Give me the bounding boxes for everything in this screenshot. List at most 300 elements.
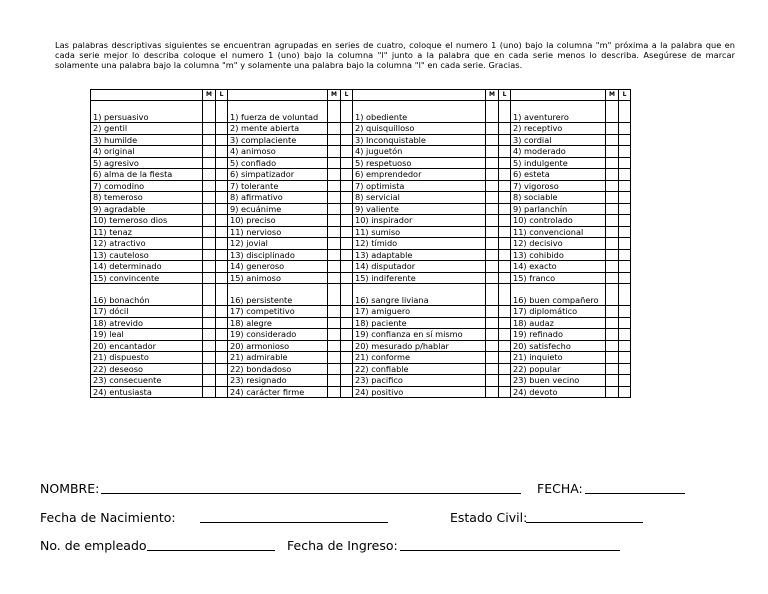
mark-m-cell[interactable]: [606, 146, 619, 158]
mark-l-cell[interactable]: [341, 192, 353, 204]
mark-m-cell[interactable]: [486, 157, 499, 169]
mark-l-cell[interactable]: [341, 352, 353, 364]
mark-m-cell[interactable]: [328, 249, 341, 261]
mark-l-cell[interactable]: [341, 272, 353, 284]
mark-m-cell[interactable]: [328, 192, 341, 204]
adjective-cell: 2) gentil: [91, 123, 203, 135]
mark-l-cell[interactable]: [619, 157, 631, 169]
header-m-3: M: [486, 90, 499, 101]
mark-m-cell[interactable]: [328, 226, 341, 238]
table-row: [91, 284, 631, 306]
adjective-cell: 14) exacto: [511, 261, 606, 273]
mark-l-cell[interactable]: [341, 101, 353, 123]
mark-m-cell[interactable]: [606, 101, 619, 123]
mark-m-cell[interactable]: [486, 192, 499, 204]
table-row: [91, 226, 631, 238]
mark-l-cell[interactable]: [216, 146, 228, 158]
mark-m-cell[interactable]: [328, 134, 341, 146]
mark-l-cell[interactable]: [216, 261, 228, 273]
mark-m-cell[interactable]: [606, 363, 619, 375]
mark-l-cell[interactable]: [341, 169, 353, 181]
adjective-cell: 15) convincente: [91, 272, 203, 284]
mark-l-cell[interactable]: [499, 272, 511, 284]
adjective-cell: 8) temeroso: [91, 192, 203, 204]
mark-m-cell[interactable]: [606, 340, 619, 352]
mark-l-cell[interactable]: [341, 226, 353, 238]
adjective-cell: 23) consecuente: [91, 375, 203, 387]
mark-m-cell[interactable]: [203, 169, 216, 181]
mark-m-cell[interactable]: [203, 192, 216, 204]
mark-l-cell[interactable]: [499, 284, 511, 306]
mark-l-cell[interactable]: [499, 238, 511, 250]
adjective-cell: 19) refinado: [511, 329, 606, 341]
fecha-field[interactable]: [585, 481, 685, 494]
mark-m-cell[interactable]: [203, 272, 216, 284]
adjective-cell: 23) pacifico: [353, 375, 486, 387]
mark-m-cell[interactable]: [203, 386, 216, 398]
header-l-4: L: [619, 90, 631, 101]
fecha-ingreso-label: Fecha de Ingreso:: [287, 538, 398, 553]
mark-m-cell[interactable]: [486, 146, 499, 158]
mark-l-cell[interactable]: [499, 203, 511, 215]
mark-m-cell[interactable]: [606, 375, 619, 387]
mark-l-cell[interactable]: [341, 203, 353, 215]
mark-m-cell[interactable]: [328, 180, 341, 192]
adjective-cell: 17) dócil: [91, 306, 203, 318]
mark-l-cell[interactable]: [216, 134, 228, 146]
mark-m-cell[interactable]: [328, 261, 341, 273]
mark-l-cell[interactable]: [619, 284, 631, 306]
mark-m-cell[interactable]: [486, 375, 499, 387]
table-row: [91, 329, 631, 341]
mark-l-cell[interactable]: [619, 101, 631, 123]
adjective-cell: 17) competitivo: [228, 306, 328, 318]
adjective-cell: 16) sangre liviana: [353, 284, 486, 306]
adjective-cell: 3) complaciente: [228, 134, 328, 146]
header-word-4: [511, 90, 606, 101]
mark-l-cell[interactable]: [216, 157, 228, 169]
adjective-cell: 24) devoto: [511, 386, 606, 398]
adjective-cell: 9) parlanchín: [511, 203, 606, 215]
mark-l-cell[interactable]: [216, 317, 228, 329]
mark-m-cell[interactable]: [328, 375, 341, 387]
mark-l-cell[interactable]: [499, 352, 511, 364]
adjective-cell: 6) simpatizador: [228, 169, 328, 181]
mark-l-cell[interactable]: [341, 317, 353, 329]
adjective-cell: 12) atractivo: [91, 238, 203, 250]
mark-l-cell[interactable]: [499, 215, 511, 227]
mark-m-cell[interactable]: [328, 123, 341, 135]
mark-l-cell[interactable]: [216, 375, 228, 387]
mark-l-cell[interactable]: [216, 363, 228, 375]
mark-l-cell[interactable]: [619, 386, 631, 398]
mark-l-cell[interactable]: [341, 340, 353, 352]
mark-m-cell[interactable]: [486, 249, 499, 261]
adjective-cell: 3) humilde: [91, 134, 203, 146]
table-row: [91, 238, 631, 250]
mark-l-cell[interactable]: [216, 180, 228, 192]
mark-m-cell[interactable]: [486, 215, 499, 227]
mark-m-cell[interactable]: [328, 352, 341, 364]
adjective-table: [90, 89, 631, 398]
mark-m-cell[interactable]: [486, 329, 499, 341]
mark-l-cell[interactable]: [499, 134, 511, 146]
adjective-cell: 17) amiguero: [353, 306, 486, 318]
mark-l-cell[interactable]: [619, 180, 631, 192]
mark-m-cell[interactable]: [486, 306, 499, 318]
mark-l-cell[interactable]: [499, 249, 511, 261]
mark-l-cell[interactable]: [216, 249, 228, 261]
mark-m-cell[interactable]: [328, 272, 341, 284]
mark-l-cell[interactable]: [216, 386, 228, 398]
adjective-cell: 1) aventurero: [511, 101, 606, 123]
mark-l-cell[interactable]: [499, 123, 511, 135]
mark-l-cell[interactable]: [341, 146, 353, 158]
mark-m-cell[interactable]: [606, 123, 619, 135]
mark-l-cell[interactable]: [499, 146, 511, 158]
mark-m-cell[interactable]: [486, 317, 499, 329]
mark-l-cell[interactable]: [619, 169, 631, 181]
adjective-cell: 23) buen vecino: [511, 375, 606, 387]
mark-m-cell[interactable]: [606, 226, 619, 238]
mark-l-cell[interactable]: [341, 215, 353, 227]
adjective-cell: 16) buen compañero: [511, 284, 606, 306]
header-word-2: [228, 90, 328, 101]
table-row: [91, 375, 631, 387]
table-row: [91, 386, 631, 398]
table-row: [91, 215, 631, 227]
mark-m-cell[interactable]: [203, 352, 216, 364]
mark-l-cell[interactable]: [619, 272, 631, 284]
table-row: [91, 363, 631, 375]
mark-m-cell[interactable]: [328, 306, 341, 318]
instructions-text: Las palabras descriptivas siguientes se encuentran agrupadas en series de cuatro, coloque el numero 1 (uno) bajo la columna "m" próxima a la palabra que en cada serie mejor lo describa coloque el numero 1 (uno) bajo la columna "l" junto a la palabra que en cada serie menos lo describa. Asegúrese de marcar solamente una palabra bajo la columna "m" y solamente una palabra bajo la columna "l" en cada serie. Gracias.: [55, 40, 735, 70]
mark-m-cell[interactable]: [203, 329, 216, 341]
mark-l-cell[interactable]: [216, 192, 228, 204]
table-row: [91, 306, 631, 318]
mark-m-cell[interactable]: [328, 215, 341, 227]
adjective-cell: 4) moderado: [511, 146, 606, 158]
mark-m-cell[interactable]: [486, 134, 499, 146]
mark-l-cell[interactable]: [499, 329, 511, 341]
adjective-cell: 17) diplomático: [511, 306, 606, 318]
mark-l-cell[interactable]: [216, 340, 228, 352]
fecha-ingreso-field[interactable]: [400, 538, 620, 551]
adjective-cell: 4) animoso: [228, 146, 328, 158]
mark-l-cell[interactable]: [499, 180, 511, 192]
mark-m-cell[interactable]: [203, 134, 216, 146]
mark-l-cell[interactable]: [499, 157, 511, 169]
mark-m-cell[interactable]: [328, 363, 341, 375]
adjective-cell: 22) deseoso: [91, 363, 203, 375]
mark-m-cell[interactable]: [328, 317, 341, 329]
adjective-cell: 21) inquieto: [511, 352, 606, 364]
adjective-cell: 21) conforme: [353, 352, 486, 364]
adjective-cell: 15) indiferente: [353, 272, 486, 284]
adjective-cell: 8) afirmativo: [228, 192, 328, 204]
mark-l-cell[interactable]: [499, 317, 511, 329]
mark-m-cell[interactable]: [606, 284, 619, 306]
mark-m-cell[interactable]: [486, 352, 499, 364]
mark-l-cell[interactable]: [499, 386, 511, 398]
mark-m-cell[interactable]: [486, 261, 499, 273]
mark-l-cell[interactable]: [619, 192, 631, 204]
estado-civil-label: Estado Civil:: [450, 510, 528, 525]
mark-l-cell[interactable]: [619, 134, 631, 146]
header-l-1: L: [216, 90, 228, 101]
table-row: [91, 203, 631, 215]
adjective-cell: 16) persistente: [228, 284, 328, 306]
mark-m-cell[interactable]: [486, 238, 499, 250]
mark-m-cell[interactable]: [203, 375, 216, 387]
fecha-nacimiento-field[interactable]: [200, 510, 388, 523]
adjective-cell: 3) cordial: [511, 134, 606, 146]
mark-l-cell[interactable]: [499, 192, 511, 204]
mark-m-cell[interactable]: [606, 180, 619, 192]
mark-m-cell[interactable]: [328, 386, 341, 398]
mark-m-cell[interactable]: [203, 340, 216, 352]
adjective-cell: 13) adaptable: [353, 249, 486, 261]
mark-m-cell[interactable]: [203, 306, 216, 318]
adjective-cell: 22) confiable: [353, 363, 486, 375]
table-row: [91, 180, 631, 192]
mark-m-cell[interactable]: [203, 226, 216, 238]
mark-l-cell[interactable]: [341, 134, 353, 146]
mark-l-cell[interactable]: [619, 146, 631, 158]
mark-l-cell[interactable]: [341, 249, 353, 261]
mark-m-cell[interactable]: [606, 306, 619, 318]
header-word-1: [91, 90, 203, 101]
adjective-cell: 5) agresivo: [91, 157, 203, 169]
adjective-cell: 12) jovial: [228, 238, 328, 250]
mark-m-cell[interactable]: [203, 146, 216, 158]
mark-l-cell[interactable]: [619, 375, 631, 387]
mark-l-cell[interactable]: [499, 375, 511, 387]
mark-m-cell[interactable]: [328, 203, 341, 215]
adjective-cell: 24) entusiasta: [91, 386, 203, 398]
mark-m-cell[interactable]: [328, 169, 341, 181]
mark-m-cell[interactable]: [203, 215, 216, 227]
adjective-cell: 12) tímido: [353, 238, 486, 250]
mark-m-cell[interactable]: [606, 134, 619, 146]
mark-m-cell[interactable]: [328, 157, 341, 169]
mark-l-cell[interactable]: [216, 169, 228, 181]
mark-l-cell[interactable]: [341, 123, 353, 135]
mark-m-cell[interactable]: [486, 340, 499, 352]
mark-m-cell[interactable]: [606, 317, 619, 329]
adjective-cell: 2) receptivo: [511, 123, 606, 135]
mark-m-cell[interactable]: [606, 249, 619, 261]
mark-l-cell[interactable]: [499, 363, 511, 375]
mark-m-cell[interactable]: [486, 101, 499, 123]
mark-l-cell[interactable]: [216, 101, 228, 123]
table-row: [91, 134, 631, 146]
adjective-cell: 5) indulgente: [511, 157, 606, 169]
mark-m-cell[interactable]: [606, 352, 619, 364]
header-m-1: M: [203, 90, 216, 101]
mark-m-cell[interactable]: [203, 284, 216, 306]
mark-m-cell[interactable]: [606, 192, 619, 204]
mark-m-cell[interactable]: [203, 157, 216, 169]
adjective-cell: 24) carácter firme: [228, 386, 328, 398]
mark-l-cell[interactable]: [619, 261, 631, 273]
mark-m-cell[interactable]: [203, 203, 216, 215]
mark-m-cell[interactable]: [486, 226, 499, 238]
adjective-cell: 4) juguetón: [353, 146, 486, 158]
table-row: [91, 317, 631, 329]
header-m-2: M: [328, 90, 341, 101]
adjective-cell: 14) determinado: [91, 261, 203, 273]
mark-l-cell[interactable]: [619, 363, 631, 375]
mark-m-cell[interactable]: [606, 169, 619, 181]
mark-m-cell[interactable]: [486, 169, 499, 181]
mark-l-cell[interactable]: [216, 226, 228, 238]
mark-m-cell[interactable]: [203, 101, 216, 123]
adjective-cell: 1) obediente: [353, 101, 486, 123]
mark-m-cell[interactable]: [486, 272, 499, 284]
mark-l-cell[interactable]: [619, 238, 631, 250]
mark-m-cell[interactable]: [486, 123, 499, 135]
mark-l-cell[interactable]: [619, 203, 631, 215]
mark-l-cell[interactable]: [499, 169, 511, 181]
adjective-cell: 10) temeroso dios: [91, 215, 203, 227]
mark-m-cell[interactable]: [606, 272, 619, 284]
table-row: [91, 249, 631, 261]
mark-l-cell[interactable]: [216, 306, 228, 318]
adjective-table-body: [91, 90, 631, 398]
mark-m-cell[interactable]: [203, 317, 216, 329]
mark-l-cell[interactable]: [619, 340, 631, 352]
adjective-cell: 3) Inconquistable: [353, 134, 486, 146]
mark-m-cell[interactable]: [606, 203, 619, 215]
mark-l-cell[interactable]: [341, 238, 353, 250]
mark-l-cell[interactable]: [341, 306, 353, 318]
adjective-cell: 9) agradable: [91, 203, 203, 215]
mark-m-cell[interactable]: [606, 238, 619, 250]
mark-l-cell[interactable]: [619, 215, 631, 227]
numero-empleado-field[interactable]: [147, 538, 275, 551]
adjective-cell: 21) admirable: [228, 352, 328, 364]
adjective-cell: 19) leal: [91, 329, 203, 341]
mark-l-cell[interactable]: [216, 352, 228, 364]
mark-l-cell[interactable]: [341, 386, 353, 398]
mark-m-cell[interactable]: [328, 101, 341, 123]
fecha-nacimiento-label: Fecha de Nacimiento:: [40, 510, 176, 525]
adjective-cell: 22) bondadoso: [228, 363, 328, 375]
mark-l-cell[interactable]: [216, 203, 228, 215]
mark-m-cell[interactable]: [203, 123, 216, 135]
mark-m-cell[interactable]: [606, 261, 619, 273]
mark-l-cell[interactable]: [341, 363, 353, 375]
adjective-cell: 18) atrevido: [91, 317, 203, 329]
mark-l-cell[interactable]: [341, 180, 353, 192]
table-row: [91, 157, 631, 169]
mark-l-cell[interactable]: [216, 238, 228, 250]
mark-m-cell[interactable]: [328, 284, 341, 306]
mark-l-cell[interactable]: [341, 157, 353, 169]
mark-m-cell[interactable]: [606, 329, 619, 341]
adjective-cell: 11) sumiso: [353, 226, 486, 238]
adjective-cell: 15) animoso: [228, 272, 328, 284]
mark-l-cell[interactable]: [619, 226, 631, 238]
mark-m-cell[interactable]: [486, 386, 499, 398]
mark-m-cell[interactable]: [486, 284, 499, 306]
mark-l-cell[interactable]: [341, 261, 353, 273]
mark-l-cell[interactable]: [619, 317, 631, 329]
mark-l-cell[interactable]: [216, 215, 228, 227]
mark-m-cell[interactable]: [328, 146, 341, 158]
mark-l-cell[interactable]: [216, 123, 228, 135]
mark-l-cell[interactable]: [619, 123, 631, 135]
mark-m-cell[interactable]: [328, 340, 341, 352]
mark-l-cell[interactable]: [341, 375, 353, 387]
mark-m-cell[interactable]: [328, 238, 341, 250]
estado-civil-field[interactable]: [526, 510, 643, 523]
table-row: [91, 272, 631, 284]
table-row: [91, 169, 631, 181]
mark-m-cell[interactable]: [606, 157, 619, 169]
mark-l-cell[interactable]: [216, 284, 228, 306]
table-row: [91, 340, 631, 352]
adjective-cell: 5) confiado: [228, 157, 328, 169]
mark-l-cell[interactable]: [341, 284, 353, 306]
mark-l-cell[interactable]: [499, 226, 511, 238]
mark-m-cell[interactable]: [606, 215, 619, 227]
header-m-4: M: [606, 90, 619, 101]
mark-l-cell[interactable]: [499, 340, 511, 352]
mark-l-cell[interactable]: [619, 352, 631, 364]
fecha-label: FECHA:: [537, 481, 583, 496]
mark-l-cell[interactable]: [499, 261, 511, 273]
adjective-cell: 23) resignado: [228, 375, 328, 387]
mark-m-cell[interactable]: [203, 249, 216, 261]
adjective-cell: 6) alma de la fiesta: [91, 169, 203, 181]
mark-l-cell[interactable]: [619, 329, 631, 341]
adjective-cell: 18) alegre: [228, 317, 328, 329]
adjective-cell: 13) cohibido: [511, 249, 606, 261]
mark-l-cell[interactable]: [499, 101, 511, 123]
mark-l-cell[interactable]: [216, 329, 228, 341]
mark-m-cell[interactable]: [203, 238, 216, 250]
mark-m-cell[interactable]: [486, 203, 499, 215]
nombre-label: NOMBRE:: [40, 481, 100, 496]
mark-m-cell[interactable]: [203, 180, 216, 192]
mark-l-cell[interactable]: [341, 329, 353, 341]
adjective-cell: 9) valiente: [353, 203, 486, 215]
mark-m-cell[interactable]: [328, 329, 341, 341]
table-row: [91, 192, 631, 204]
adjective-cell: 8) servicial: [353, 192, 486, 204]
adjective-cell: 16) bonachón: [91, 284, 203, 306]
adjective-cell: 10) preciso: [228, 215, 328, 227]
numero-empleado-label: No. de empleado: [40, 538, 147, 553]
mark-m-cell[interactable]: [486, 363, 499, 375]
mark-l-cell[interactable]: [619, 306, 631, 318]
adjective-cell: 12) decisivo: [511, 238, 606, 250]
adjective-cell: 18) paciente: [353, 317, 486, 329]
adjective-cell: 5) respetuoso: [353, 157, 486, 169]
mark-l-cell[interactable]: [216, 272, 228, 284]
adjective-cell: 22) popular: [511, 363, 606, 375]
nombre-field[interactable]: [101, 481, 521, 494]
mark-m-cell[interactable]: [203, 261, 216, 273]
adjective-cell: 10) inspirador: [353, 215, 486, 227]
mark-m-cell[interactable]: [203, 363, 216, 375]
mark-l-cell[interactable]: [619, 249, 631, 261]
mark-m-cell[interactable]: [486, 180, 499, 192]
mark-m-cell[interactable]: [606, 386, 619, 398]
mark-l-cell[interactable]: [499, 306, 511, 318]
